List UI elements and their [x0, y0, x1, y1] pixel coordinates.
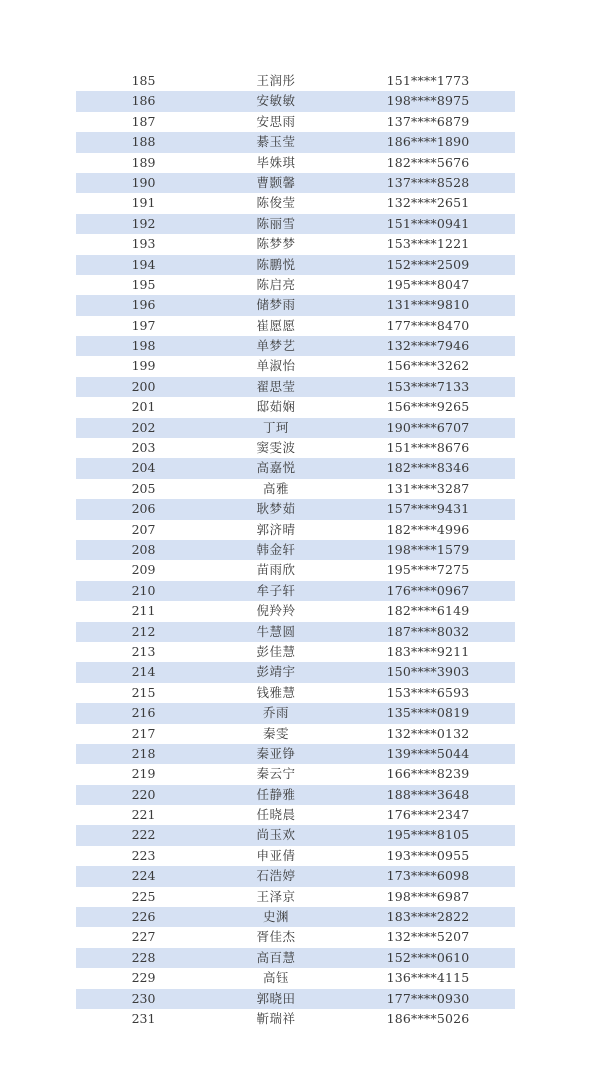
table-row	[76, 438, 515, 458]
person-name: 牟子轩	[256, 582, 296, 598]
phone-number: 153****1221	[386, 236, 470, 252]
row-number: 222	[131, 827, 156, 843]
row-number: 224	[131, 868, 156, 884]
row-number: 187	[131, 113, 156, 129]
phone-number: 176****0967	[386, 582, 470, 598]
table-row	[76, 724, 515, 744]
phone-number: 187****8032	[386, 623, 470, 639]
phone-number: 182****6149	[386, 603, 470, 619]
person-name: 翟思莹	[256, 378, 296, 394]
phone-number: 151****1773	[386, 73, 470, 88]
person-name: 陈鹏悦	[256, 256, 296, 272]
phone-number: 186****1890	[386, 134, 470, 150]
table-row	[76, 968, 515, 988]
table-row	[76, 234, 515, 254]
table-row	[76, 458, 515, 478]
phone-number: 132****7946	[386, 338, 470, 354]
row-number: 218	[131, 745, 156, 761]
row-number: 209	[131, 562, 156, 578]
phone-number: 182****8346	[386, 460, 470, 476]
row-number: 189	[131, 154, 156, 170]
row-number: 221	[131, 807, 156, 823]
person-name: 陈俊莹	[256, 195, 296, 211]
row-number: 205	[131, 480, 156, 496]
table-row	[76, 295, 515, 315]
table-row	[76, 1009, 515, 1029]
row-number: 230	[131, 990, 156, 1006]
person-name: 牛慧圆	[256, 623, 296, 639]
table-row	[76, 622, 515, 642]
row-number: 207	[131, 521, 156, 537]
table-row	[76, 887, 515, 907]
person-name: 綦玉莹	[256, 134, 296, 150]
row-number: 231	[131, 1010, 156, 1026]
row-number: 200	[131, 378, 156, 394]
phone-number: 176****2347	[386, 807, 470, 823]
person-name: 任静雅	[256, 786, 296, 802]
person-name: 申亚倩	[256, 847, 296, 863]
table-row	[76, 479, 515, 499]
table-row	[76, 132, 515, 152]
person-name: 苗雨欣	[256, 562, 296, 578]
person-name: 丁珂	[262, 419, 289, 435]
table-row	[76, 581, 515, 601]
table-row	[76, 907, 515, 927]
phone-number: 166****8239	[386, 766, 470, 782]
person-name: 彭靖宇	[256, 664, 296, 680]
phone-number: 137****6879	[386, 113, 470, 129]
row-number: 204	[131, 460, 156, 476]
phone-number: 183****9211	[386, 643, 470, 659]
row-number: 211	[131, 603, 156, 619]
phone-number: 188****3648	[386, 786, 470, 802]
person-name: 高百慧	[256, 949, 296, 965]
row-number: 214	[131, 664, 156, 680]
table-row	[76, 214, 515, 234]
person-name: 乔雨	[262, 705, 289, 721]
phone-number: 156****9265	[386, 399, 470, 415]
person-name: 王泽京	[256, 888, 296, 904]
person-name: 曹颢馨	[256, 174, 296, 190]
person-name: 陈丽雪	[256, 215, 296, 231]
phone-number: 137****8528	[386, 174, 470, 190]
person-name: 任晓晨	[256, 807, 296, 823]
person-name: 郭晓田	[256, 990, 296, 1006]
person-name: 单淑怡	[256, 358, 296, 374]
row-number: 210	[131, 582, 156, 598]
table-row	[76, 866, 515, 886]
person-name: 崔愿愿	[256, 317, 296, 333]
row-number: 194	[131, 256, 156, 272]
row-number: 192	[131, 215, 156, 231]
table-row	[76, 255, 515, 275]
person-name: 秦云宁	[256, 766, 296, 782]
phone-number: 139****5044	[386, 745, 470, 761]
phone-number: 198****8975	[386, 93, 470, 109]
row-number: 202	[131, 419, 156, 435]
phone-number: 173****6098	[386, 868, 470, 884]
person-name: 石浩婷	[256, 868, 296, 884]
person-name: 高钰	[262, 970, 289, 986]
person-name: 韩金轩	[256, 541, 296, 557]
table-row	[76, 336, 515, 356]
phone-number: 190****6707	[386, 419, 470, 435]
table-row	[76, 846, 515, 866]
phone-number: 131****9810	[386, 297, 470, 313]
phone-number: 177****8470	[386, 317, 470, 333]
phone-number: 153****7133	[386, 378, 470, 394]
row-number: 193	[131, 236, 156, 252]
row-number: 206	[131, 501, 156, 517]
row-number: 201	[131, 399, 156, 415]
table-row	[76, 703, 515, 723]
row-number: 213	[131, 643, 156, 659]
row-number: 220	[131, 786, 156, 802]
table-row	[76, 642, 515, 662]
row-number: 223	[131, 847, 156, 863]
table-row	[76, 825, 515, 845]
row-number: 191	[131, 195, 156, 211]
table-row	[76, 948, 515, 968]
person-name: 陈启亮	[256, 276, 296, 292]
phone-number: 195****8047	[386, 276, 470, 292]
person-name: 钱雅慧	[256, 684, 296, 700]
row-number: 199	[131, 358, 156, 374]
table-row	[76, 785, 515, 805]
person-name: 窦雯波	[256, 440, 296, 456]
roster-table	[76, 71, 515, 1029]
phone-number: 152****0610	[386, 949, 470, 965]
person-name: 彭佳慧	[256, 643, 296, 659]
person-name: 安思雨	[256, 113, 296, 129]
row-number: 195	[131, 276, 156, 292]
person-name: 毕姝琪	[256, 154, 296, 170]
table-row	[76, 499, 515, 519]
row-number: 197	[131, 317, 156, 333]
person-name: 尚玉欢	[256, 827, 296, 843]
person-name: 安敏敏	[256, 93, 296, 109]
table-row	[76, 805, 515, 825]
phone-number: 152****2509	[386, 256, 470, 272]
row-number: 212	[131, 623, 156, 639]
table-row	[76, 173, 515, 193]
row-number: 188	[131, 134, 156, 150]
row-number: 227	[131, 929, 156, 945]
person-name: 史渊	[262, 909, 289, 925]
phone-number: 150****3903	[386, 664, 470, 680]
table-row	[76, 397, 515, 417]
table-row	[76, 153, 515, 173]
table-row	[76, 316, 515, 336]
table-row	[76, 275, 515, 295]
phone-number: 193****0955	[386, 847, 470, 863]
phone-number: 131****3287	[386, 480, 470, 496]
table-row	[76, 418, 515, 438]
table-row	[76, 989, 515, 1009]
phone-number: 195****8105	[386, 827, 470, 843]
table-row	[76, 927, 515, 947]
row-number: 226	[131, 909, 156, 925]
phone-number: 177****0930	[386, 990, 470, 1006]
table-row	[76, 112, 515, 132]
phone-number: 136****4115	[386, 970, 470, 986]
phone-number: 153****6593	[386, 684, 470, 700]
phone-number: 151****0941	[386, 215, 470, 231]
row-number: 219	[131, 766, 156, 782]
phone-number: 195****7275	[386, 562, 470, 578]
table-row	[76, 71, 515, 91]
phone-number: 182****4996	[386, 521, 470, 537]
table-row	[76, 193, 515, 213]
person-name: 耿梦茹	[256, 501, 296, 517]
row-number: 208	[131, 541, 156, 557]
row-number: 186	[131, 93, 156, 109]
row-number: 225	[131, 888, 156, 904]
person-name: 高嘉悦	[256, 460, 296, 476]
phone-number: 132****5207	[386, 929, 470, 945]
row-number: 203	[131, 440, 156, 456]
phone-number: 198****1579	[386, 541, 470, 557]
table-row	[76, 377, 515, 397]
person-name: 储梦雨	[256, 297, 296, 313]
phone-number: 151****8676	[386, 440, 470, 456]
person-name: 靳瑞祥	[256, 1010, 296, 1026]
row-number: 185	[131, 73, 156, 88]
person-name: 秦雯	[262, 725, 289, 741]
phone-number: 132****0132	[386, 725, 470, 741]
phone-number: 198****6987	[386, 888, 470, 904]
person-name: 王润彤	[256, 73, 296, 88]
table-row	[76, 662, 515, 682]
phone-number: 186****5026	[386, 1010, 470, 1026]
table-row	[76, 560, 515, 580]
phone-number: 157****9431	[386, 501, 470, 517]
phone-number: 132****2651	[386, 195, 470, 211]
phone-number: 182****5676	[386, 154, 470, 170]
phone-number: 135****0819	[386, 705, 470, 721]
person-name: 高雅	[262, 480, 289, 496]
row-number: 215	[131, 684, 156, 700]
row-number: 190	[131, 174, 156, 190]
person-name: 郭济晴	[256, 521, 296, 537]
row-number: 198	[131, 338, 156, 354]
phone-number: 156****3262	[386, 358, 470, 374]
row-number: 217	[131, 725, 156, 741]
person-name: 邸茹娴	[256, 399, 296, 415]
person-name: 秦亚铮	[256, 745, 296, 761]
table-row	[76, 520, 515, 540]
phone-number: 183****2822	[386, 909, 470, 925]
person-name: 胥佳杰	[256, 929, 296, 945]
table-row	[76, 601, 515, 621]
row-number: 216	[131, 705, 156, 721]
table-row	[76, 764, 515, 784]
person-name: 单梦艺	[256, 338, 296, 354]
table-row	[76, 744, 515, 764]
table-row	[76, 540, 515, 560]
row-number: 229	[131, 970, 156, 986]
table-row	[76, 356, 515, 376]
row-number: 196	[131, 297, 156, 313]
person-name: 陈梦梦	[256, 236, 296, 252]
table-row	[76, 683, 515, 703]
person-name: 倪羚羚	[256, 603, 296, 619]
row-number: 228	[131, 949, 156, 965]
table-row	[76, 91, 515, 111]
